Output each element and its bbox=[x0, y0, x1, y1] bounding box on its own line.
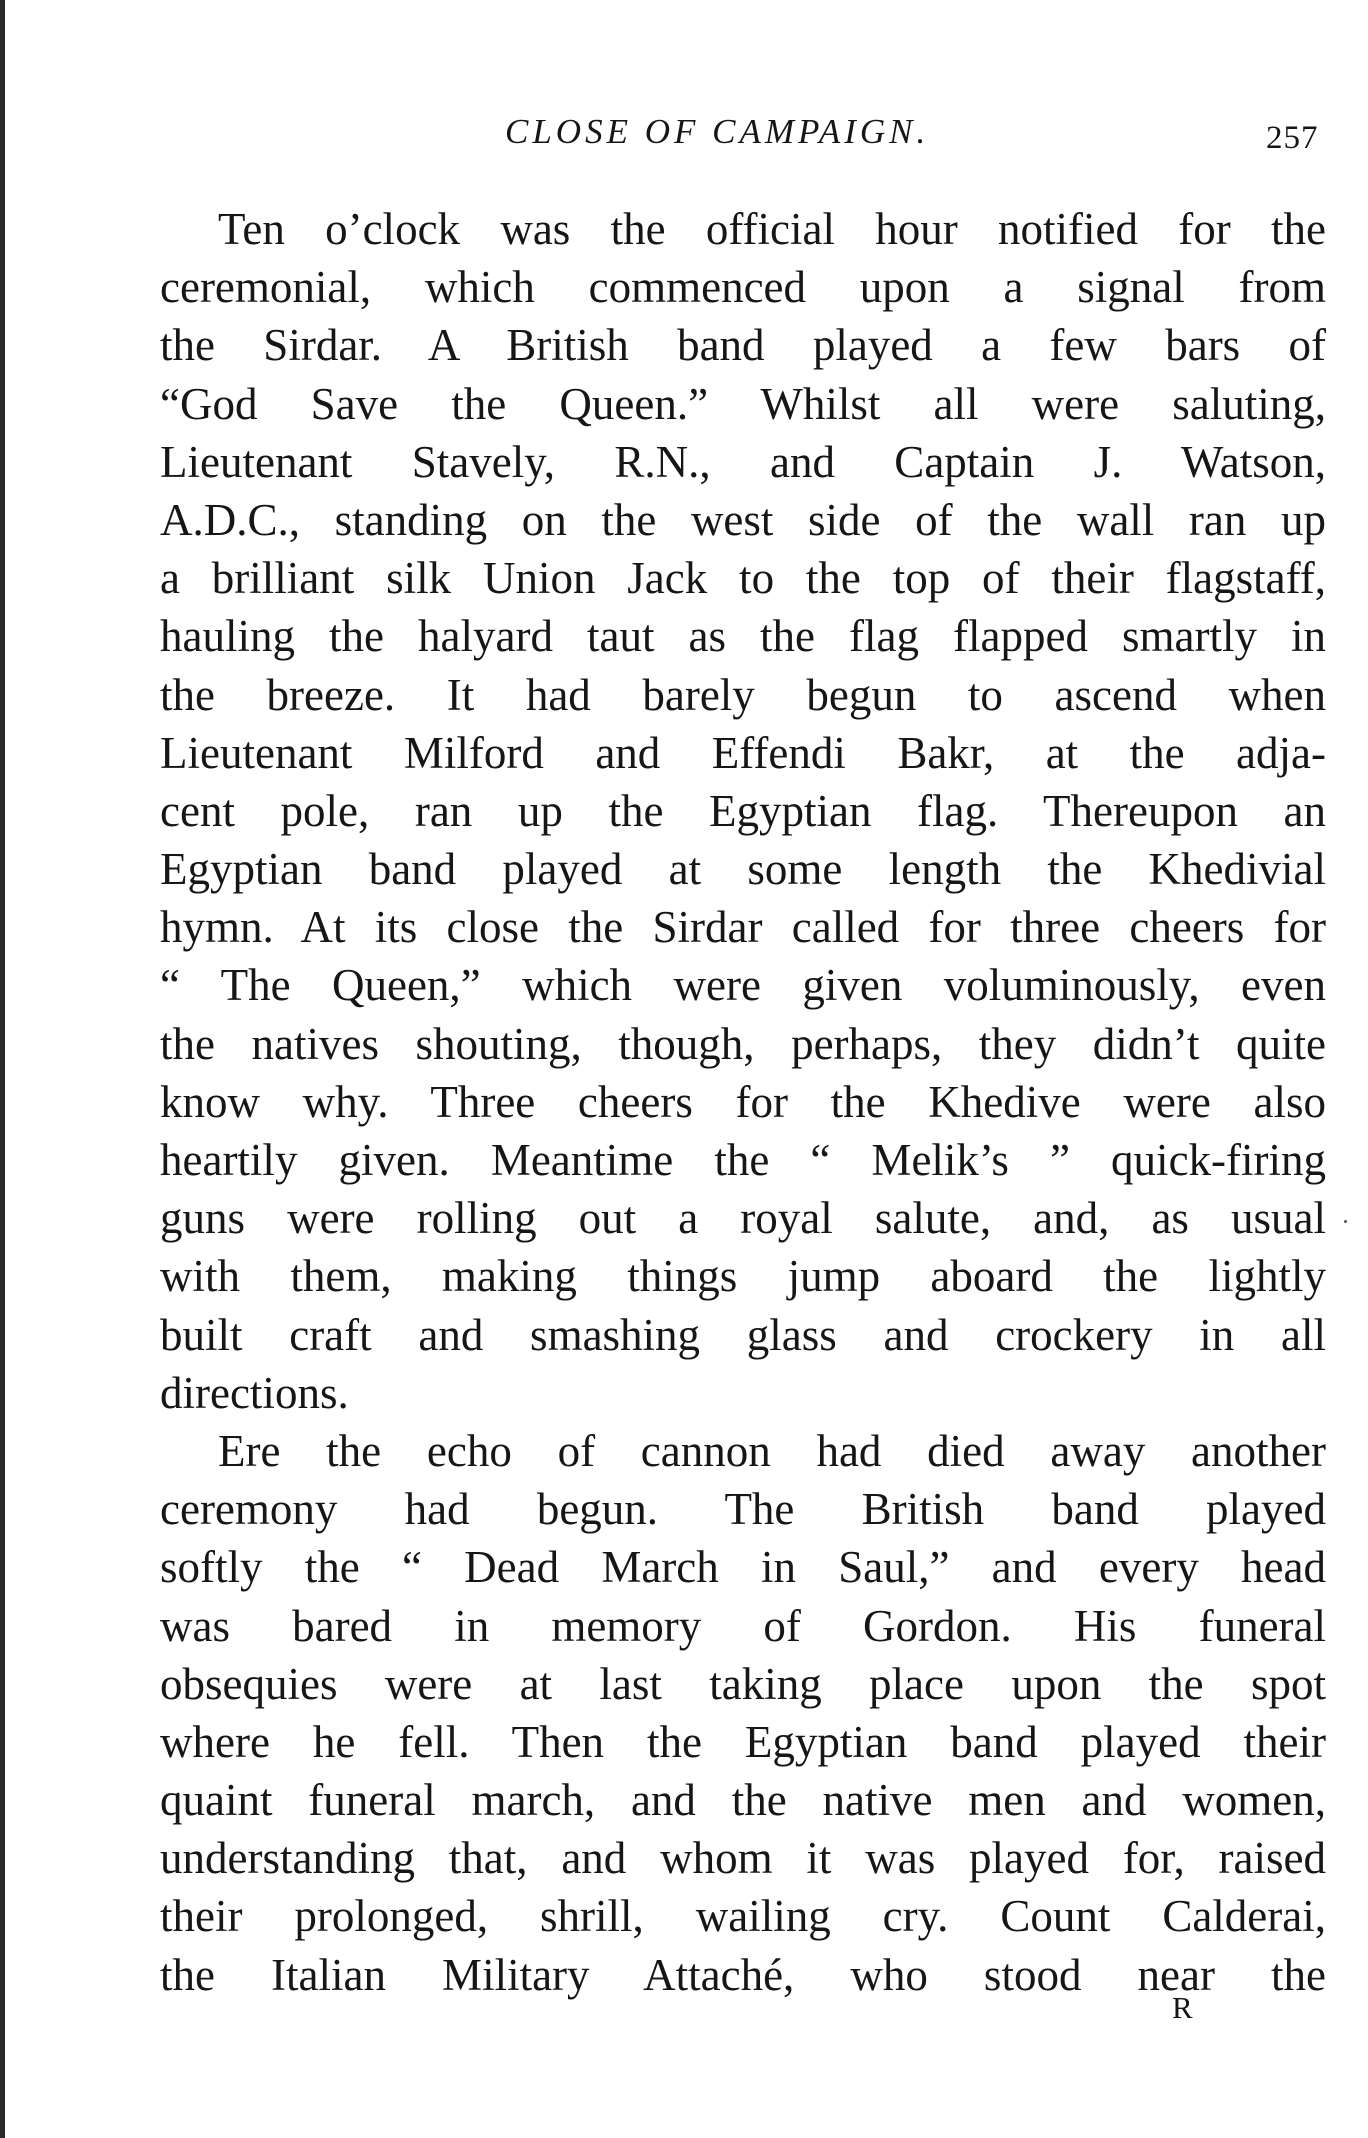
text-line: Ere the echo of cannon had died away another bbox=[218, 1425, 1326, 1476]
text-line: Lieutenant Stavely, R.N., and Captain J. Watson, bbox=[160, 436, 1326, 487]
text-line: was bared in memory of Gordon. His funeral bbox=[160, 1600, 1326, 1651]
text-line: ceremonial, which commenced upon a signal from bbox=[160, 262, 1326, 313]
page-number: 257 bbox=[1266, 120, 1319, 156]
text-line: the breeze. It had barely begun to ascend when bbox=[160, 669, 1326, 720]
text-line: softly the “ Dead March in Saul,” and every head bbox=[160, 1542, 1326, 1593]
text-line: obsequies were at last taking place upon the spot bbox=[160, 1658, 1326, 1709]
body-text bbox=[160, 200, 1326, 2004]
text-line: guns were rolling out a royal salute, and, as usual bbox=[160, 1193, 1326, 1244]
paragraph-1 bbox=[160, 200, 1326, 1422]
text-line: the Sirdar. A British band played a few bars of bbox=[160, 320, 1326, 371]
text-line: Ten o’clock was the official hour notified for the bbox=[218, 204, 1326, 254]
text-line: their prolonged, shrill, wailing cry. Count Calderai, bbox=[160, 1891, 1326, 1942]
text-line: built craft and smashing glass and crockery in all bbox=[160, 1309, 1326, 1360]
signature-mark: R bbox=[1172, 1990, 1193, 2025]
text-line: where he fell. Then the Egyptian band played their bbox=[160, 1716, 1326, 1767]
text-line: directions. bbox=[160, 1367, 349, 1418]
text-line: ceremony had begun. The British band played bbox=[160, 1484, 1326, 1535]
text-line: cent pole, ran up the Egyptian flag. Thereupon an bbox=[160, 785, 1326, 836]
text-line: a brilliant silk Union Jack to the top of their flagstaff, bbox=[160, 553, 1326, 604]
text-line: “God Save the Queen.” Whilst all were saluting, bbox=[160, 378, 1326, 429]
text-line: the natives shouting, though, perhaps, they didn’t quite bbox=[160, 1018, 1326, 1069]
text-line: quaint funeral march, and the native men and women, bbox=[160, 1775, 1326, 1826]
text-line: Egyptian band played at some length the Khedivial bbox=[160, 844, 1326, 895]
running-head bbox=[0, 112, 1368, 162]
text-line: heartily given. Meantime the “ Melik’s ” quick-firing bbox=[160, 1135, 1326, 1185]
text-line: A.D.C., standing on the west side of the wall ran up bbox=[160, 494, 1326, 545]
text-line: know why. Three cheers for the Khedive were also bbox=[160, 1076, 1326, 1127]
text-line: understanding that, and whom it was played for, raised bbox=[160, 1833, 1326, 1884]
text-line: hauling the halyard taut as the flag flapped smartly in bbox=[160, 611, 1326, 662]
running-title: CLOSE OF CAMPAIGN. bbox=[505, 112, 930, 151]
paragraph-2 bbox=[160, 1422, 1326, 2004]
text-line: Lieutenant Milford and Effendi Bakr, at the adja- bbox=[160, 727, 1326, 778]
page-binding-edge bbox=[0, 0, 5, 2138]
text-line: hymn. At its close the Sirdar called for three cheers for bbox=[160, 902, 1326, 953]
text-line: “ The Queen,” which were given voluminously, even bbox=[160, 960, 1326, 1011]
print-speck bbox=[1344, 1220, 1347, 1223]
text-line: the Italian Military Attaché, who stood near the bbox=[160, 1949, 1326, 2000]
text-line: with them, making things jump aboard the lightly bbox=[160, 1251, 1326, 1302]
